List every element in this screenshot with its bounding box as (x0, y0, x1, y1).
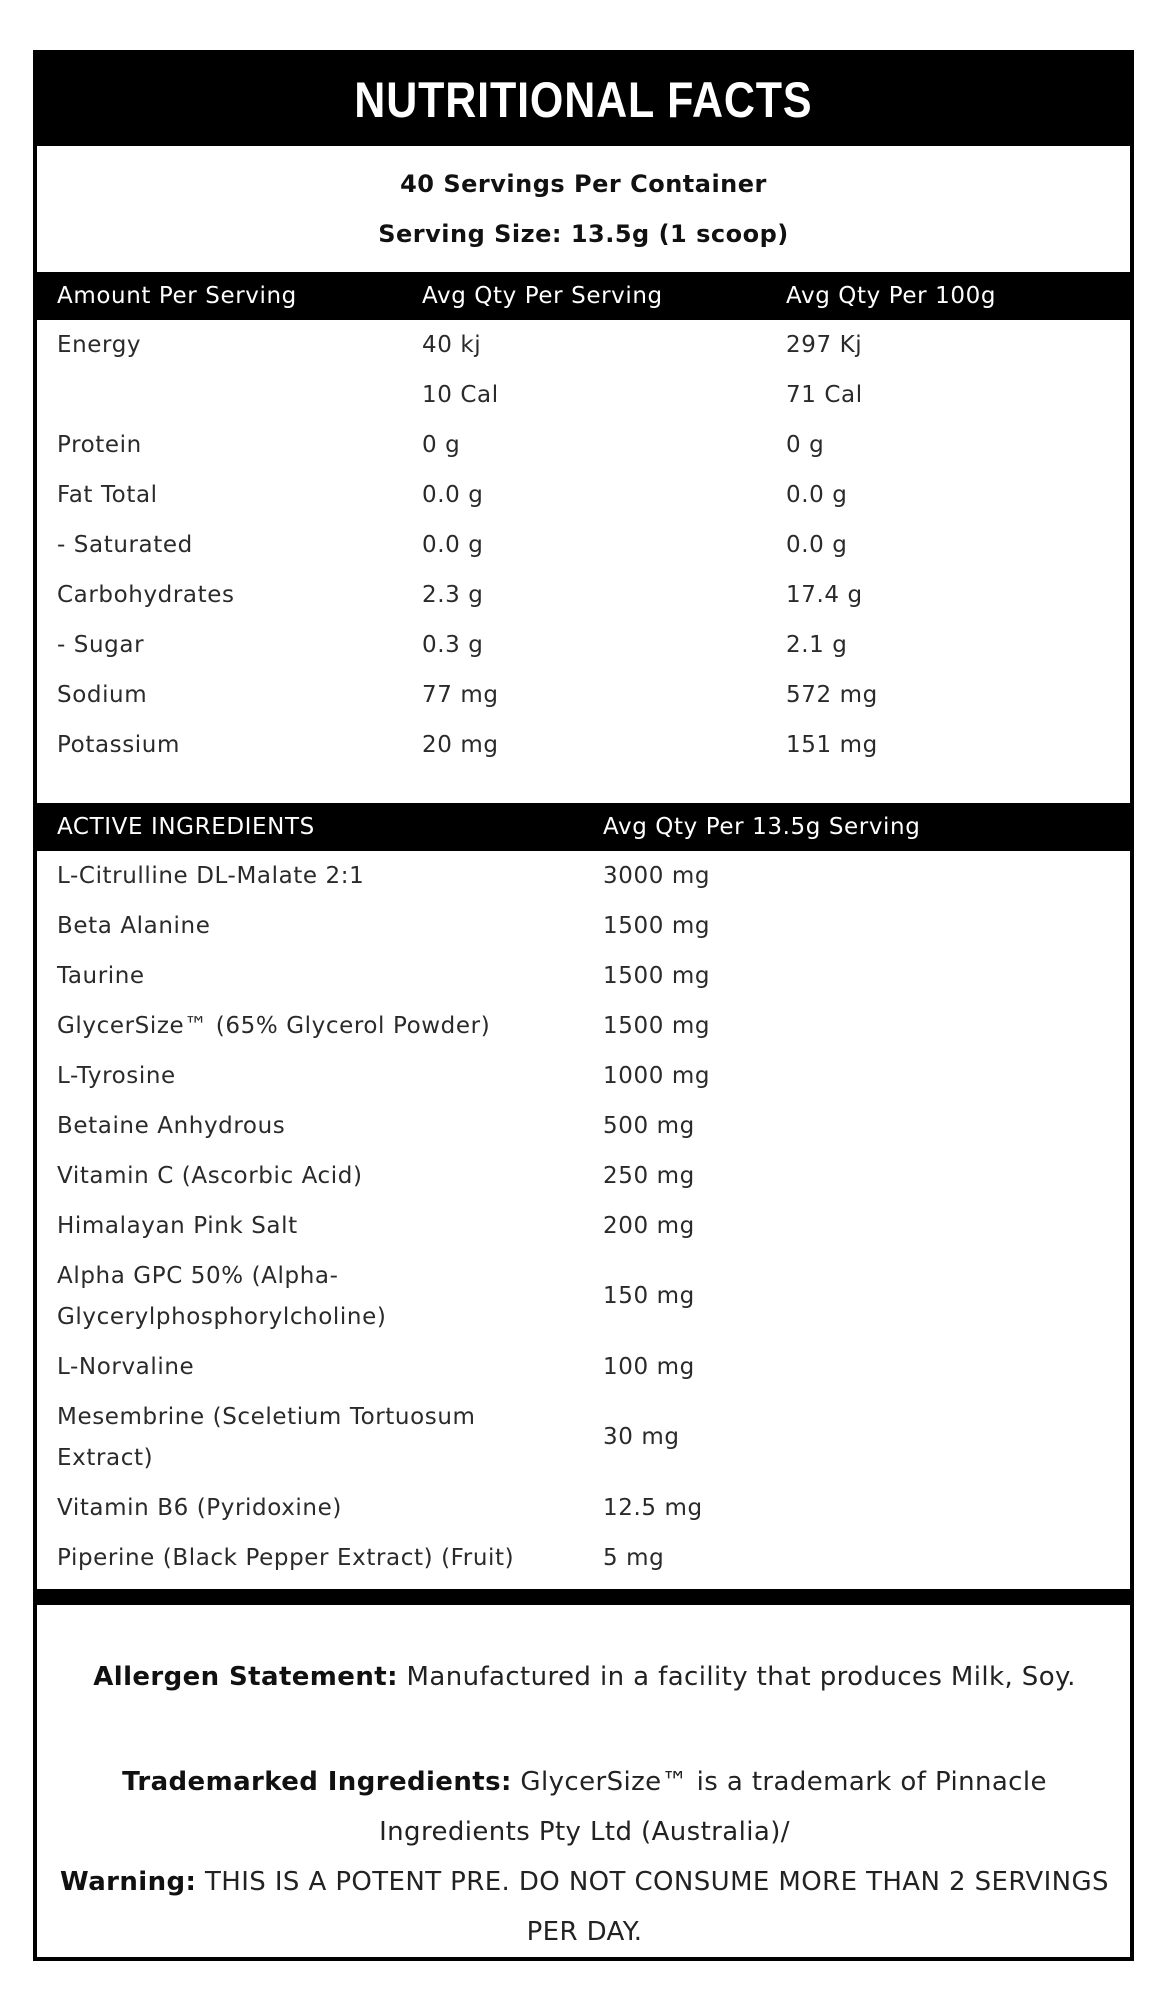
section-divider (37, 1589, 1130, 1605)
ingredient-name: L-Norvaline (57, 1354, 195, 1380)
nutrition-panel (33, 50, 1134, 1961)
title-bar (37, 54, 1130, 146)
ingredient-amount: 1500 mg (603, 913, 711, 939)
nutrient-name: Carbohydrates (57, 582, 235, 608)
ingredient-name: Betaine Anhydrous (57, 1113, 286, 1139)
nutrient-name: Protein (57, 432, 142, 458)
serving-size: Serving Size: 13.5g (1 scoop) (378, 220, 789, 248)
ingredient-name: Mesembrine (Sceletium Tortuosum (57, 1404, 476, 1430)
active-ingredients-header (37, 803, 1130, 851)
ingredient-amount: 1500 mg (603, 1013, 711, 1039)
allergen-text: Manufactured in a facility that produces Milk, Soy. (397, 1662, 1076, 1692)
header-amount-per-serving: Amount Per Serving (57, 283, 297, 309)
nutrient-per-serving: 0.0 g (422, 532, 484, 558)
ingredient-amount: 1000 mg (603, 1063, 711, 1089)
ingredient-amount: 100 mg (603, 1354, 695, 1380)
nutrient-name: Fat Total (57, 482, 158, 508)
ingredient-amount: 30 mg (603, 1424, 680, 1450)
trademark-statement (57, 1757, 1112, 1857)
ingredient-name: Vitamin C (Ascorbic Acid) (57, 1163, 363, 1189)
ingredient-amount: 500 mg (603, 1113, 695, 1139)
ingredient-name: Taurine (57, 963, 145, 989)
ingredient-amount: 250 mg (603, 1163, 695, 1189)
nutrient-per-100g: 0.0 g (786, 532, 848, 558)
ingredient-name: L-Tyrosine (57, 1063, 176, 1089)
ingredient-name: Vitamin B6 (Pyridoxine) (57, 1495, 342, 1521)
nutrient-per-serving: 10 Cal (422, 382, 499, 408)
ingredient-amount: 12.5 mg (603, 1495, 703, 1521)
nutrient-per-100g: 2.1 g (786, 632, 848, 658)
ingredient-name: GlycerSize™ (65% Glycerol Powder) (57, 1013, 491, 1039)
trademark-text: GlycerSize™ is a trademark of Pinnacle Ingredients Pty Ltd (Australia)/ (379, 1767, 1047, 1847)
ingredient-amount: 1500 mg (603, 963, 711, 989)
warning-statement (57, 1857, 1112, 1957)
allergen-label: Allergen Statement: (93, 1662, 398, 1692)
nutrient-name: Sodium (57, 682, 148, 708)
nutrient-name: Potassium (57, 732, 180, 758)
ingredient-name: Himalayan Pink Salt (57, 1213, 298, 1239)
nutrient-per-serving: 40 kj (422, 332, 482, 358)
header-active-ingredients: ACTIVE INGREDIENTS (57, 814, 315, 840)
allergen-statement (57, 1652, 1112, 1702)
ingredient-amount: 5 mg (603, 1545, 665, 1571)
nutrient-name: - Sugar (57, 632, 145, 658)
panel-title: NUTRITIONAL FACTS (354, 72, 813, 128)
ingredient-name-cont: Extract) (57, 1445, 154, 1471)
warning-label: Warning: (60, 1867, 197, 1897)
nutrient-name: - Saturated (57, 532, 193, 558)
nutrient-per-serving: 77 mg (422, 682, 499, 708)
ingredient-name: Alpha GPC 50% (Alpha- (57, 1263, 339, 1289)
nutrition-header (37, 272, 1130, 320)
nutrient-per-100g: 151 mg (786, 732, 878, 758)
ingredient-amount: 200 mg (603, 1213, 695, 1239)
nutrient-per-100g: 71 Cal (786, 382, 863, 408)
trademark-label: Trademarked Ingredients: (122, 1767, 512, 1797)
ingredient-amount: 3000 mg (603, 863, 711, 889)
ingredient-name: Piperine (Black Pepper Extract) (Fruit) (57, 1545, 515, 1571)
servings-per-container: 40 Servings Per Container (400, 170, 767, 198)
nutrient-per-serving: 2.3 g (422, 582, 484, 608)
nutrient-per-100g: 297 Kj (786, 332, 863, 358)
header-avg-qty-serving: Avg Qty Per Serving (422, 283, 663, 309)
nutrient-per-serving: 0 g (422, 432, 461, 458)
ingredient-name-cont: Glycerylphosphorylcholine) (57, 1304, 387, 1330)
ingredient-amount: 150 mg (603, 1283, 695, 1309)
nutrient-per-serving: 0.0 g (422, 482, 484, 508)
header-avg-qty-100g: Avg Qty Per 100g (786, 283, 997, 309)
nutrient-name: Energy (57, 332, 142, 358)
ingredient-name: L-Citrulline DL-Malate 2:1 (57, 863, 365, 889)
nutrient-per-serving: 0.3 g (422, 632, 484, 658)
nutrient-per-100g: 0 g (786, 432, 825, 458)
nutrient-per-100g: 572 mg (786, 682, 878, 708)
warning-text: THIS IS A POTENT PRE. DO NOT CONSUME MORE THAN 2 SERVINGS PER DAY. (196, 1867, 1109, 1947)
header-avg-qty-13-5g: Avg Qty Per 13.5g Serving (603, 814, 921, 840)
nutrient-per-100g: 0.0 g (786, 482, 848, 508)
nutrient-per-serving: 20 mg (422, 732, 499, 758)
nutrient-per-100g: 17.4 g (786, 582, 863, 608)
ingredient-name: Beta Alanine (57, 913, 211, 939)
